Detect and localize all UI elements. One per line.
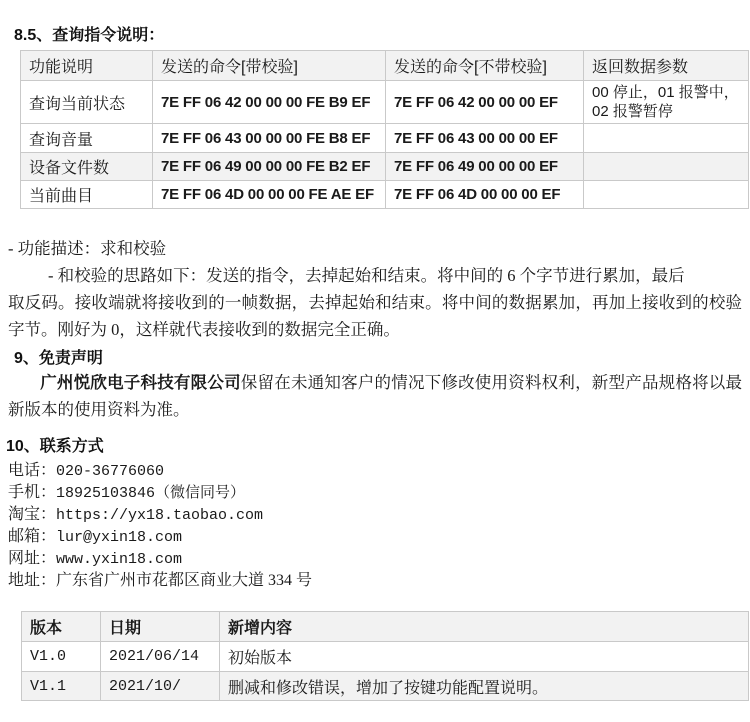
disclaimer-text: 保留在未通知客户的情况下修改使用资料权利，新型产品规格将以最新版本的使用资料为准。 — [8, 373, 743, 419]
query-command-table — [20, 50, 749, 209]
version-row — [22, 642, 749, 672]
contact-value: lur@yxin18.com — [56, 529, 183, 546]
contact-address — [8, 570, 750, 592]
contact-label: 邮箱： — [8, 528, 57, 545]
cell-return-params — [584, 181, 749, 209]
company-name: 广州悦欣电子科技有限公司 — [40, 373, 241, 392]
cell-cmd-no-checksum: 7E FF 06 43 00 00 00 EF — [386, 124, 584, 153]
col-header-cmd-checksum: 发送的命令[带校验] — [153, 51, 386, 81]
contact-value: https://yx18.taobao.com — [56, 507, 264, 524]
disclaimer-paragraph — [8, 369, 742, 423]
contact-label: 地址： — [8, 572, 57, 589]
version-history-table — [21, 611, 749, 701]
cell-date: 2021/06/14 — [101, 642, 220, 672]
cell-return-params: 00 停止，01 报警中，02 报警暂停 — [584, 81, 749, 124]
contact-email — [8, 526, 750, 548]
checksum-paragraph-line1: - 和校验的思路如下：发送的指令，去掉起始和结束。将中间的 6 个字节进行累加，最后 — [48, 266, 685, 285]
cell-function: 查询当前状态 — [21, 81, 153, 124]
version-row — [22, 672, 749, 701]
cell-changes: 删减和修改错误，增加了按键功能配置说明。 — [220, 672, 749, 701]
section-85-heading: 8.5、查询指令说明： — [14, 27, 165, 44]
contact-value: 18925103846（微信同号） — [56, 485, 246, 502]
checksum-paragraph-rest: 取反码。接收端就将接收到的一帧数据，去掉起始和结束。将中间的数据累加，再加上接收到的校验字节。刚好为 0，这样就代表接收到的数据完全正确。 — [8, 293, 742, 339]
col-header-cmd-no-checksum: 发送的命令[不带校验] — [386, 51, 584, 81]
version-header-row — [22, 612, 749, 642]
cell-cmd-checksum: 7E FF 06 43 00 00 00 FE B8 EF — [153, 124, 386, 153]
contact-value: 广东省广州市花都区商业大道 334 号 — [56, 572, 313, 589]
col-header-date: 日期 — [101, 612, 220, 642]
cell-date: 2021/10/ — [101, 672, 220, 701]
checksum-description — [8, 235, 742, 343]
table-row — [21, 81, 749, 124]
cell-return-params — [584, 153, 749, 181]
cell-cmd-no-checksum: 7E FF 06 4D 00 00 00 EF — [386, 181, 584, 209]
contact-value: 020-36776060 — [56, 463, 165, 480]
section-10-heading: 10、联系方式 — [6, 438, 104, 455]
cell-cmd-no-checksum: 7E FF 06 42 00 00 00 EF — [386, 81, 584, 124]
cell-cmd-checksum: 7E FF 06 42 00 00 00 FE B9 EF — [153, 81, 386, 124]
document-page — [0, 26, 750, 701]
table-row — [21, 124, 749, 153]
contact-label: 电话： — [8, 462, 57, 479]
contact-list — [8, 460, 750, 592]
cell-return-params — [584, 124, 749, 153]
section-9-heading: 9、免责声明 — [14, 350, 103, 367]
cell-function: 设备文件数 — [21, 153, 153, 181]
cell-cmd-checksum: 7E FF 06 49 00 00 00 FE B2 EF — [153, 153, 386, 181]
cell-function: 查询音量 — [21, 124, 153, 153]
contact-label: 手机： — [8, 484, 57, 501]
cell-cmd-no-checksum: 7E FF 06 49 00 00 00 EF — [386, 153, 584, 181]
cell-version: V1.0 — [22, 642, 101, 672]
cell-cmd-checksum: 7E FF 06 4D 00 00 00 FE AE EF — [153, 181, 386, 209]
table-row — [21, 181, 749, 209]
cell-version: V1.1 — [22, 672, 101, 701]
contact-label: 网址： — [8, 550, 57, 567]
contact-phone — [8, 460, 750, 482]
cell-changes: 初始版本 — [220, 642, 749, 672]
contact-mobile — [8, 482, 750, 504]
col-header-return-params: 返回数据参数 — [584, 51, 749, 81]
col-header-version: 版本 — [22, 612, 101, 642]
contact-label: 淘宝： — [8, 506, 57, 523]
contact-value: www.yxin18.com — [56, 551, 183, 568]
table-row — [21, 153, 749, 181]
col-header-function: 功能说明 — [21, 51, 153, 81]
table-header-row — [21, 51, 749, 81]
contact-website — [8, 548, 750, 570]
contact-taobao — [8, 504, 750, 526]
col-header-changes: 新增内容 — [220, 612, 749, 642]
function-description-line: - 功能描述：求和校验 — [8, 239, 167, 258]
cell-function: 当前曲目 — [21, 181, 153, 209]
